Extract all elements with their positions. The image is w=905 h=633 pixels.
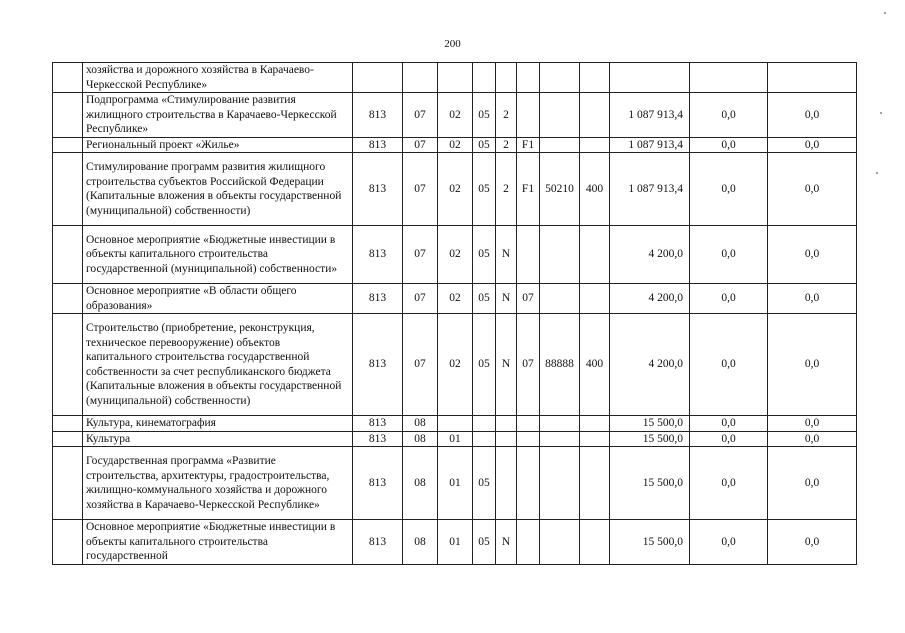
target-article-part4-cell xyxy=(540,226,580,284)
row-gutter-cell xyxy=(53,226,83,284)
expense-type-cell xyxy=(580,226,610,284)
target-article-part4-cell xyxy=(540,416,580,432)
amount-year2-cell: 0,0 xyxy=(690,153,768,226)
amount-year1-cell: 4 200,0 xyxy=(610,226,690,284)
row-gutter-cell xyxy=(53,431,83,447)
item-name-cell: Государственная программа «Развитие строительства, архитектуры, градостроительства, жилищно-коммунального хозяйства и дорожного хозяйства в Карачаево-Черкесской Республике» xyxy=(83,447,353,520)
item-name-cell: Стимулирование программ развития жилищного строительства субъектов Российской Федерации (Капитальные вложения в объекты государственной (муниципальной) собственности) xyxy=(83,153,353,226)
row-gutter-cell xyxy=(53,416,83,432)
amount-year2-cell: 0,0 xyxy=(690,137,768,153)
expense-type-cell xyxy=(580,431,610,447)
subsection-code-cell xyxy=(438,63,473,93)
subsection-code-cell: 02 xyxy=(438,153,473,226)
amount-year2-cell: 0,0 xyxy=(690,431,768,447)
amount-year1-cell: 15 500,0 xyxy=(610,431,690,447)
target-article-part3-cell: 07 xyxy=(517,314,540,416)
amount-year1-cell: 15 500,0 xyxy=(610,520,690,565)
expense-type-cell xyxy=(580,63,610,93)
table-row xyxy=(53,416,857,432)
target-article-part1-cell: 05 xyxy=(473,284,496,314)
table-row xyxy=(53,137,857,153)
item-name-cell: Строительство (приобретение, реконструкция, техническое перевооружение) объектов капитального строительства государственной собственности за счет республиканского бюджета (Капитальные вложения в объекты государственной (муниципальной) собственности) xyxy=(83,314,353,416)
item-name-cell: Культура, кинематография xyxy=(83,416,353,432)
section-code-cell: 08 xyxy=(403,416,438,432)
subsection-code-cell xyxy=(438,416,473,432)
section-code-cell: 08 xyxy=(403,447,438,520)
budget-table-body xyxy=(53,63,857,565)
target-article-part1-cell: 05 xyxy=(473,93,496,138)
ved-code-cell: 813 xyxy=(353,416,403,432)
table-row xyxy=(53,153,857,226)
subsection-code-cell: 02 xyxy=(438,137,473,153)
section-code-cell: 07 xyxy=(403,137,438,153)
target-article-part3-cell xyxy=(517,416,540,432)
amount-year2-cell: 0,0 xyxy=(690,284,768,314)
ved-code-cell: 813 xyxy=(353,153,403,226)
scan-speck xyxy=(880,112,882,114)
amount-year1-cell: 1 087 913,4 xyxy=(610,93,690,138)
target-article-part1-cell xyxy=(473,63,496,93)
amount-year2-cell: 0,0 xyxy=(690,416,768,432)
target-article-part3-cell xyxy=(517,93,540,138)
target-article-part1-cell: 05 xyxy=(473,153,496,226)
amount-year2-cell: 0,0 xyxy=(690,93,768,138)
target-article-part2-cell xyxy=(496,431,517,447)
amount-year1-cell: 15 500,0 xyxy=(610,447,690,520)
item-name-cell: Основное мероприятие «Бюджетные инвестиции в объекты капитального строительства государственной xyxy=(83,520,353,565)
amount-year3-cell xyxy=(768,63,857,93)
target-article-part2-cell xyxy=(496,63,517,93)
amount-year3-cell: 0,0 xyxy=(768,153,857,226)
amount-year2-cell: 0,0 xyxy=(690,447,768,520)
target-article-part2-cell xyxy=(496,416,517,432)
row-gutter-cell xyxy=(53,93,83,138)
item-name-cell: Культура xyxy=(83,431,353,447)
target-article-part2-cell: 2 xyxy=(496,93,517,138)
amount-year3-cell: 0,0 xyxy=(768,314,857,416)
table-row xyxy=(53,63,857,93)
amount-year3-cell: 0,0 xyxy=(768,137,857,153)
section-code-cell xyxy=(403,63,438,93)
row-gutter-cell xyxy=(53,284,83,314)
amount-year3-cell: 0,0 xyxy=(768,431,857,447)
scan-speck xyxy=(876,172,878,174)
ved-code-cell: 813 xyxy=(353,93,403,138)
target-article-part3-cell: F1 xyxy=(517,137,540,153)
target-article-part2-cell: N xyxy=(496,226,517,284)
target-article-part3-cell xyxy=(517,226,540,284)
expense-type-cell xyxy=(580,137,610,153)
ved-code-cell: 813 xyxy=(353,447,403,520)
row-gutter-cell xyxy=(53,314,83,416)
target-article-part2-cell: N xyxy=(496,520,517,565)
target-article-part3-cell: F1 xyxy=(517,153,540,226)
target-article-part1-cell xyxy=(473,431,496,447)
target-article-part1-cell: 05 xyxy=(473,447,496,520)
table-row xyxy=(53,314,857,416)
section-code-cell: 07 xyxy=(403,284,438,314)
table-row xyxy=(53,520,857,565)
expense-type-cell xyxy=(580,416,610,432)
target-article-part1-cell: 05 xyxy=(473,137,496,153)
ved-code-cell: 813 xyxy=(353,314,403,416)
row-gutter-cell xyxy=(53,447,83,520)
item-name-cell: хозяйства и дорожного хозяйства в Карачаево-Черкесской Республике» xyxy=(83,63,353,93)
target-article-part1-cell: 05 xyxy=(473,520,496,565)
amount-year3-cell: 0,0 xyxy=(768,226,857,284)
target-article-part1-cell: 05 xyxy=(473,314,496,416)
target-article-part2-cell: 2 xyxy=(496,153,517,226)
amount-year1-cell: 4 200,0 xyxy=(610,284,690,314)
ved-code-cell: 813 xyxy=(353,431,403,447)
table-row xyxy=(53,447,857,520)
section-code-cell: 08 xyxy=(403,431,438,447)
table-row xyxy=(53,431,857,447)
amount-year1-cell: 15 500,0 xyxy=(610,416,690,432)
subsection-code-cell: 01 xyxy=(438,431,473,447)
target-article-part4-cell xyxy=(540,447,580,520)
table-row xyxy=(53,226,857,284)
expense-type-cell: 400 xyxy=(580,153,610,226)
target-article-part2-cell: N xyxy=(496,314,517,416)
amount-year1-cell: 1 087 913,4 xyxy=(610,137,690,153)
amount-year3-cell: 0,0 xyxy=(768,284,857,314)
item-name-cell: Региональный проект «Жилье» xyxy=(83,137,353,153)
item-name-cell: Подпрограмма «Стимулирование развития жилищного строительства в Карачаево-Черкесской Республике» xyxy=(83,93,353,138)
target-article-part4-cell xyxy=(540,520,580,565)
target-article-part2-cell: N xyxy=(496,284,517,314)
target-article-part1-cell: 05 xyxy=(473,226,496,284)
ved-code-cell: 813 xyxy=(353,284,403,314)
amount-year1-cell xyxy=(610,63,690,93)
ved-code-cell: 813 xyxy=(353,520,403,565)
expense-type-cell xyxy=(580,447,610,520)
section-code-cell: 07 xyxy=(403,226,438,284)
section-code-cell: 07 xyxy=(403,153,438,226)
item-name-cell: Основное мероприятие «В области общего образования» xyxy=(83,284,353,314)
target-article-part4-cell: 50210 xyxy=(540,153,580,226)
expense-type-cell xyxy=(580,520,610,565)
row-gutter-cell xyxy=(53,153,83,226)
target-article-part3-cell xyxy=(517,431,540,447)
expense-type-cell: 400 xyxy=(580,314,610,416)
subsection-code-cell: 01 xyxy=(438,520,473,565)
row-gutter-cell xyxy=(53,63,83,93)
amount-year2-cell: 0,0 xyxy=(690,520,768,565)
subsection-code-cell: 02 xyxy=(438,93,473,138)
target-article-part4-cell xyxy=(540,284,580,314)
row-gutter-cell xyxy=(53,137,83,153)
section-code-cell: 07 xyxy=(403,314,438,416)
page-number: 200 xyxy=(444,38,461,50)
row-gutter-cell xyxy=(53,520,83,565)
amount-year2-cell xyxy=(690,63,768,93)
amount-year1-cell: 1 087 913,4 xyxy=(610,153,690,226)
target-article-part3-cell xyxy=(517,520,540,565)
target-article-part4-cell xyxy=(540,63,580,93)
amount-year3-cell: 0,0 xyxy=(768,416,857,432)
subsection-code-cell: 02 xyxy=(438,284,473,314)
subsection-code-cell: 01 xyxy=(438,447,473,520)
expense-type-cell xyxy=(580,93,610,138)
target-article-part2-cell xyxy=(496,447,517,520)
table-row xyxy=(53,284,857,314)
target-article-part4-cell: 88888 xyxy=(540,314,580,416)
target-article-part2-cell: 2 xyxy=(496,137,517,153)
scan-speck xyxy=(884,12,886,14)
item-name-cell: Основное мероприятие «Бюджетные инвестиции в объекты капитального строительства государственной (муниципальной) собственности» xyxy=(83,226,353,284)
target-article-part4-cell xyxy=(540,93,580,138)
amount-year3-cell: 0,0 xyxy=(768,520,857,565)
amount-year2-cell: 0,0 xyxy=(690,226,768,284)
amount-year3-cell: 0,0 xyxy=(768,93,857,138)
target-article-part4-cell xyxy=(540,431,580,447)
ved-code-cell xyxy=(353,63,403,93)
target-article-part3-cell xyxy=(517,447,540,520)
target-article-part3-cell xyxy=(517,63,540,93)
ved-code-cell: 813 xyxy=(353,226,403,284)
table-row xyxy=(53,93,857,138)
subsection-code-cell: 02 xyxy=(438,226,473,284)
budget-table xyxy=(52,62,857,565)
amount-year3-cell: 0,0 xyxy=(768,447,857,520)
ved-code-cell: 813 xyxy=(353,137,403,153)
target-article-part4-cell xyxy=(540,137,580,153)
section-code-cell: 07 xyxy=(403,93,438,138)
target-article-part1-cell xyxy=(473,416,496,432)
target-article-part3-cell: 07 xyxy=(517,284,540,314)
amount-year1-cell: 4 200,0 xyxy=(610,314,690,416)
expense-type-cell xyxy=(580,284,610,314)
amount-year2-cell: 0,0 xyxy=(690,314,768,416)
subsection-code-cell: 02 xyxy=(438,314,473,416)
section-code-cell: 08 xyxy=(403,520,438,565)
